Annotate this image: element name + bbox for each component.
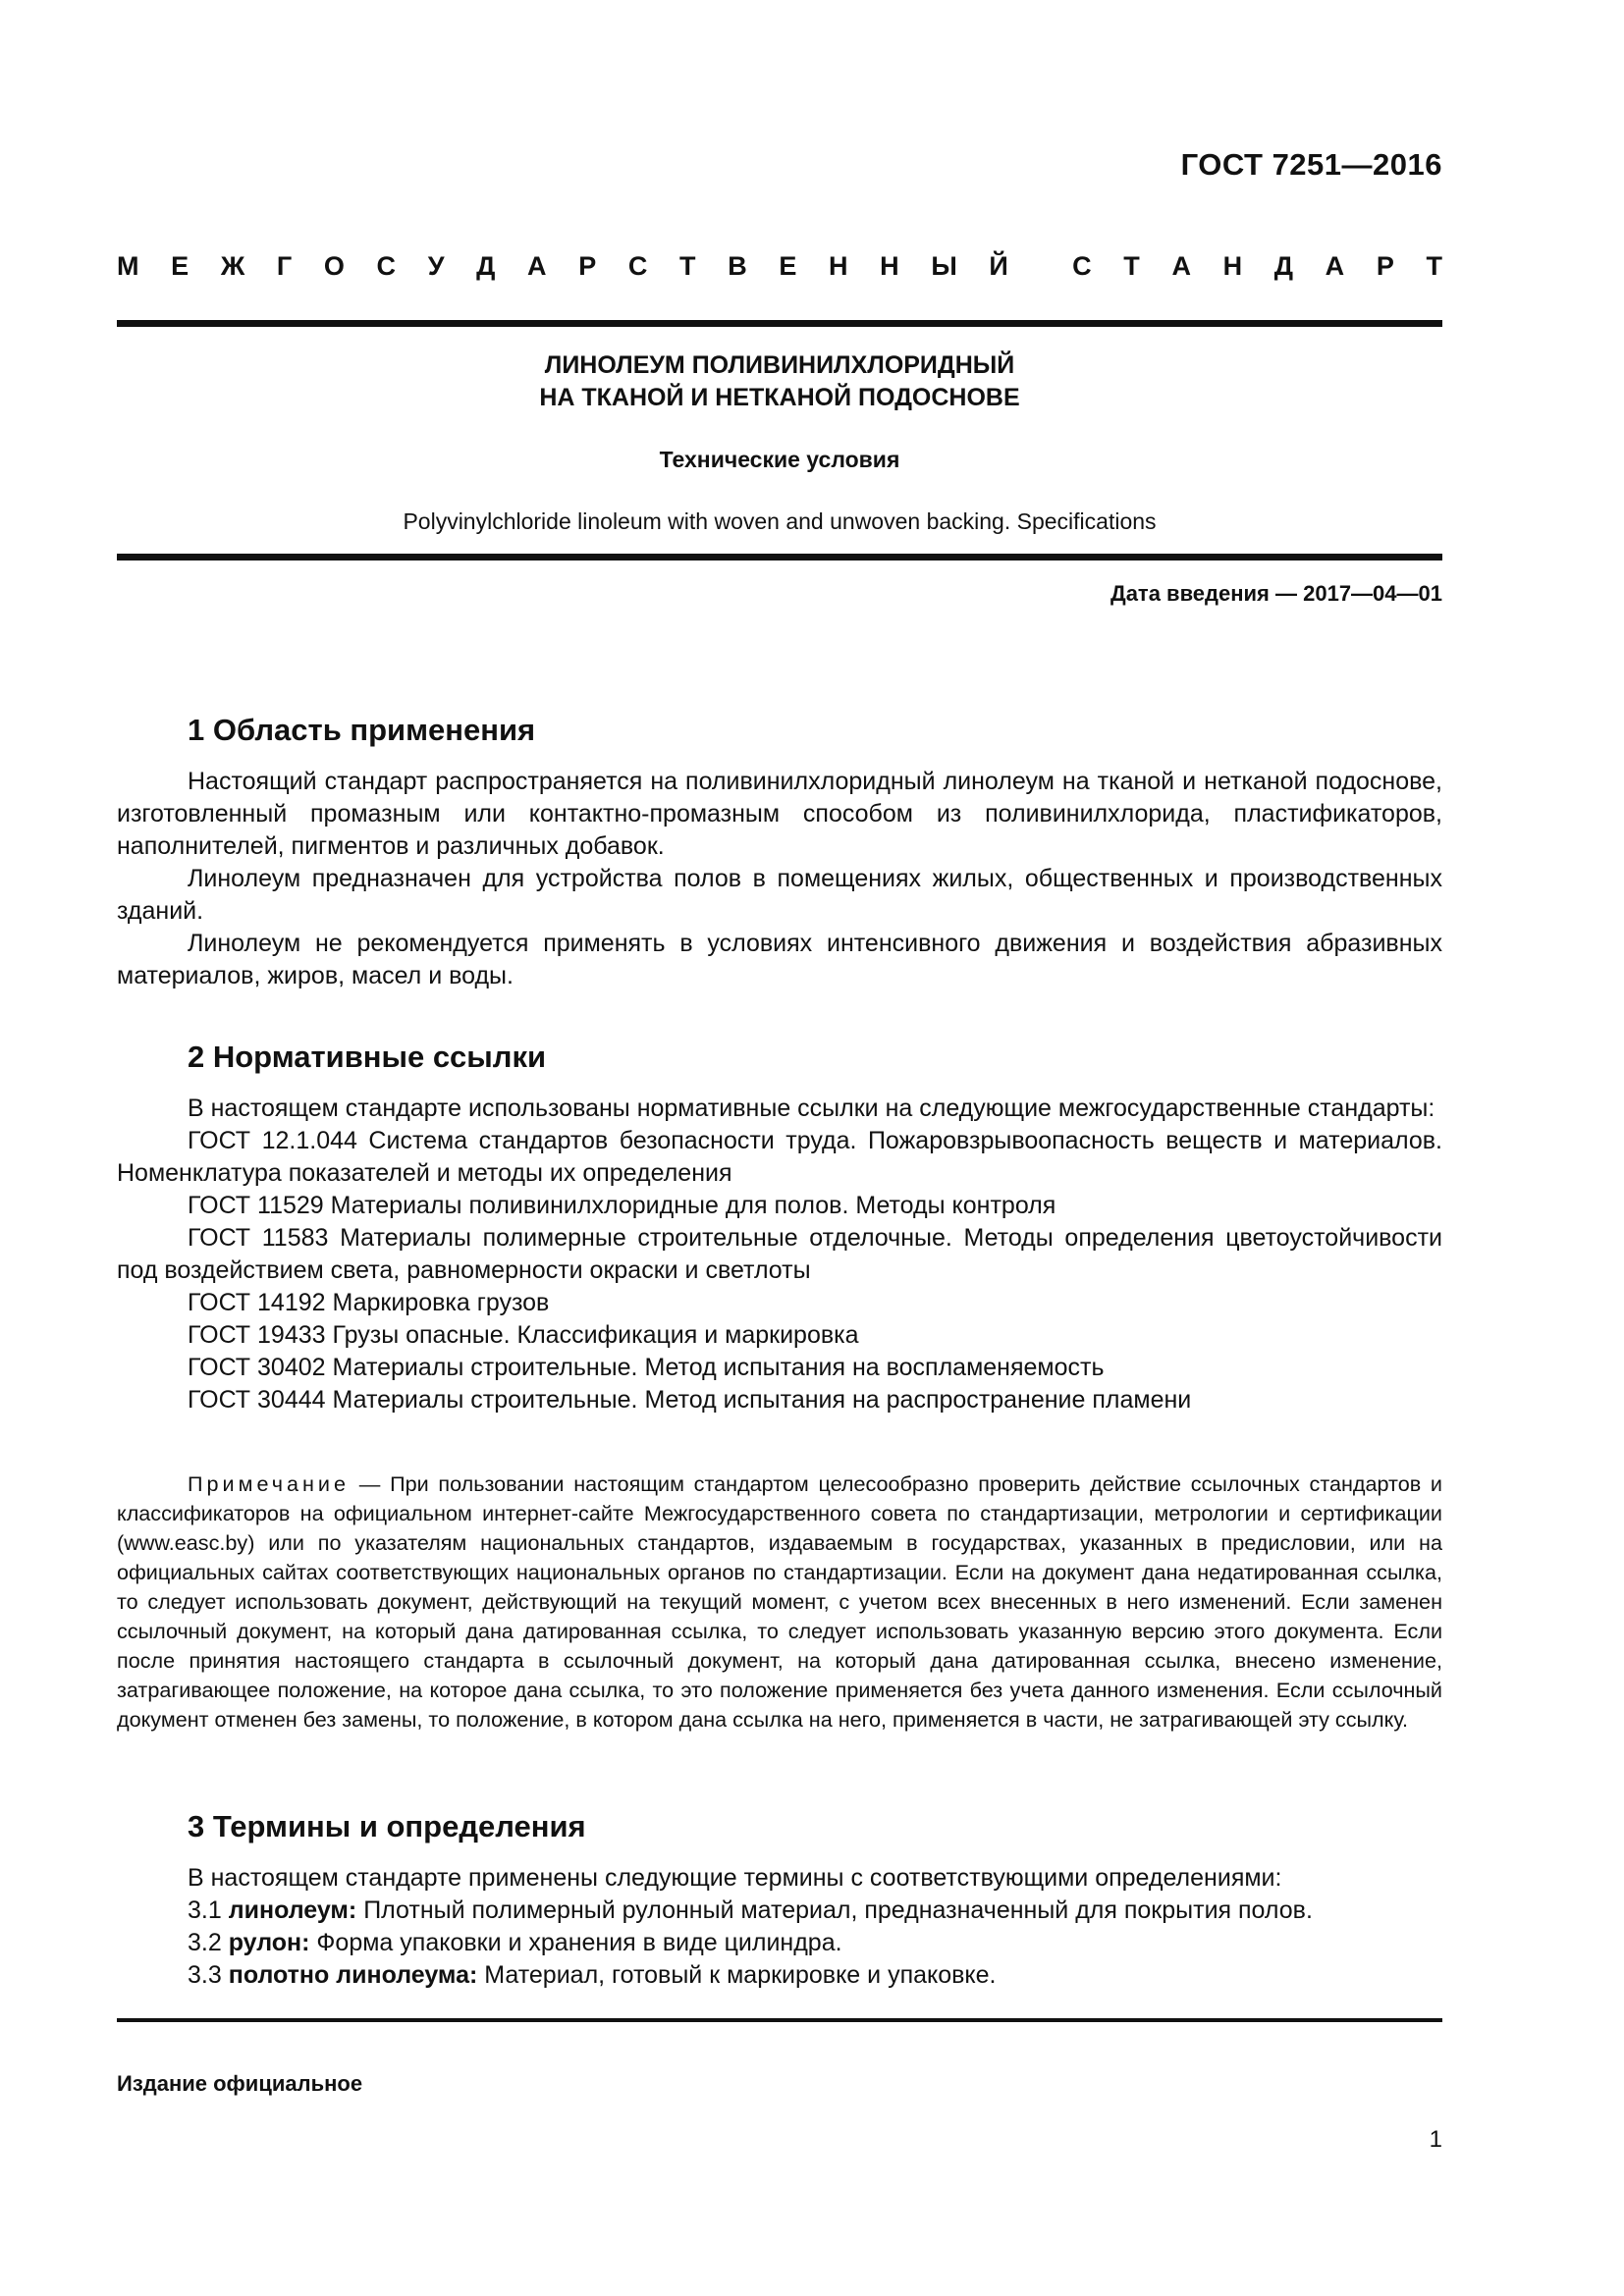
document-subtitle: Технические условия — [659, 447, 900, 472]
english-title: Polyvinylchloride linoleum with woven and unwoven backing. Specifications — [403, 508, 1157, 534]
section-1-paragraph: Линолеум не рекомендуется применять в условиях интенсивного движения и воздействия абразивных материалов, жиров, масел и воды. — [117, 930, 1442, 989]
section-2-heading: 2 Нормативные ссылки — [188, 1040, 547, 1074]
banner-letter: Н — [880, 251, 899, 281]
banner-letter: Т — [679, 251, 696, 281]
banner-letter: Р — [578, 251, 597, 281]
banner-letter: Т — [1123, 251, 1140, 281]
banner-letter: Ы — [931, 251, 957, 281]
official-edition-label: Издание официальное — [117, 2071, 363, 2096]
term-name: полотно линолеума: — [228, 1961, 478, 1989]
banner-letter: Ж — [220, 251, 245, 281]
term-text: Материал, готовый к маркировке и упаковке. — [477, 1961, 997, 1989]
section-1-paragraph: Настоящий стандарт распространяется на поливинилхлоридный линолеум на тканой и нетканой подоснове, изготовленный промазным или контактно-промазным способом из поливинилхлорида, пластификаторов, наполнителей, пигментов и различных добавок. — [117, 768, 1442, 860]
banner-letter: М — [117, 251, 139, 281]
term-name: линолеум: — [228, 1896, 357, 1924]
banner-letter: У — [427, 251, 445, 281]
section-3-body — [117, 1862, 1442, 1992]
term-definition: 3.3 полотно линолеума: Материал, готовый к маркировке и упаковке. — [188, 1961, 997, 1989]
banner-letter: Н — [1222, 251, 1243, 281]
banner-letter: О — [323, 251, 345, 281]
banner-letter: Д — [476, 251, 496, 281]
page-number: 1 — [1429, 2126, 1442, 2153]
footer-divider — [117, 2018, 1442, 2022]
document-number: ГОСТ 7251—2016 — [1180, 147, 1442, 182]
banner-letter: Е — [171, 251, 189, 281]
introduction-date: Дата введения — 2017—04—01 — [1110, 581, 1442, 606]
note-text: — При пользовании настоящим стандартом целесообразно проверить действие ссылочных стандартов и классификаторов на официальном интернет-сайте Межгосударственного совета по стандартизации, метрологии и сертификации (www.easc.by) или по указателям национальных стандартов, издаваемым в государствах, указанных в предисловии, или на официальных сайтах соответствующих национальных органов по стандартизации. Если на документ дана недатированная ссылка, то следует использовать документ, действующий на текущий момент, с учетом всех внесенных в него изменений. Если заменен ссылочный документ, на который дана датированная ссылка, то следует использовать указанную версию этого документа. Если после принятия настоящего стандарта в ссылочный документ, на который дана датированная ссылка, внесено изменение, затрагивающее положение, на которое дана ссылка, то это положение применяется без учета данного изменения. Если ссылочный документ отменен без замены, то положение, в котором дана ссылка на него, применяется в части, не затрагивающей эту ссылку. — [117, 1471, 1442, 1732]
document-title — [117, 349, 1442, 414]
reference-item: ГОСТ 12.1.044 Система стандартов безопасности труда. Пожаровзрывоопасность веществ и материалов. Номенклатура показателей и методы их определения — [117, 1127, 1442, 1187]
section-2-note — [117, 1469, 1442, 1735]
reference-item: ГОСТ 19433 Грузы опасные. Классификация и маркировка — [188, 1321, 859, 1349]
banner-letter: А — [1325, 251, 1345, 281]
reference-item: ГОСТ 30402 Материалы строительные. Метод испытания на воспламеняемость — [188, 1354, 1105, 1381]
section-3-intro: В настоящем стандарте применены следующие термины с соответствующими определениями: — [188, 1864, 1282, 1892]
banner-letter: А — [1171, 251, 1191, 281]
interstate-standard-banner — [117, 251, 1442, 282]
section-3-heading: 3 Термины и определения — [188, 1809, 586, 1843]
term-definition: 3.2 рулон: Форма упаковки и хранения в виде цилиндра. — [188, 1929, 842, 1956]
reference-item: ГОСТ 11529 Материалы поливинилхлоридные для полов. Методы контроля — [188, 1192, 1056, 1219]
banner-letter: С — [1072, 251, 1092, 281]
section-1-heading: 1 Область применения — [188, 713, 536, 747]
banner-letter: Е — [779, 251, 797, 281]
section-1-body — [117, 766, 1442, 992]
banner-letter: С — [627, 251, 648, 281]
term-text: Плотный полимерный рулонный материал, предназначенный для покрытия полов. — [356, 1896, 1313, 1924]
banner-letter: Р — [1376, 251, 1394, 281]
banner-letter: Т — [1426, 251, 1442, 281]
reference-item: ГОСТ 14192 Маркировка грузов — [188, 1289, 550, 1316]
section-2-body — [117, 1093, 1442, 1416]
banner-letter: Г — [276, 251, 293, 281]
banner-letter: Д — [1273, 251, 1294, 281]
term-name: рулон: — [228, 1929, 310, 1956]
note-label: Примечание — [188, 1471, 350, 1496]
term-definition: 3.1 линолеум: Плотный полимерный рулонный материал, предназначенный для покрытия полов. — [188, 1896, 1313, 1924]
section-2-paragraph: В настоящем стандарте использованы нормативные ссылки на следующие межгосударственные стандарты: — [188, 1095, 1435, 1122]
title-divider — [117, 554, 1442, 561]
banner-letter: Н — [829, 251, 848, 281]
reference-item: ГОСТ 30444 Материалы строительные. Метод испытания на распространение пламени — [188, 1386, 1192, 1414]
banner-letter: А — [527, 251, 547, 281]
banner-letter: С — [376, 251, 397, 281]
banner-letter: В — [728, 251, 747, 281]
section-1-paragraph: Линолеум предназначен для устройства полов в помещениях жилых, общественных и производственных зданий. — [117, 865, 1442, 925]
reference-item: ГОСТ 11583 Материалы полимерные строительные отделочные. Методы определения цветоустойчивости под воздействием света, равномерности окраски и светлоты — [117, 1224, 1442, 1284]
term-text: Форма упаковки и хранения в виде цилиндра. — [309, 1929, 842, 1956]
header-divider — [117, 320, 1442, 327]
banner-letter: Й — [989, 251, 1008, 281]
title-line-2: НА ТКАНОЙ И НЕТКАНОЙ ПОДОСНОВЕ — [539, 384, 1020, 411]
title-line-1: ЛИНОЛЕУМ ПОЛИВИНИЛХЛОРИДНЫЙ — [544, 351, 1015, 379]
